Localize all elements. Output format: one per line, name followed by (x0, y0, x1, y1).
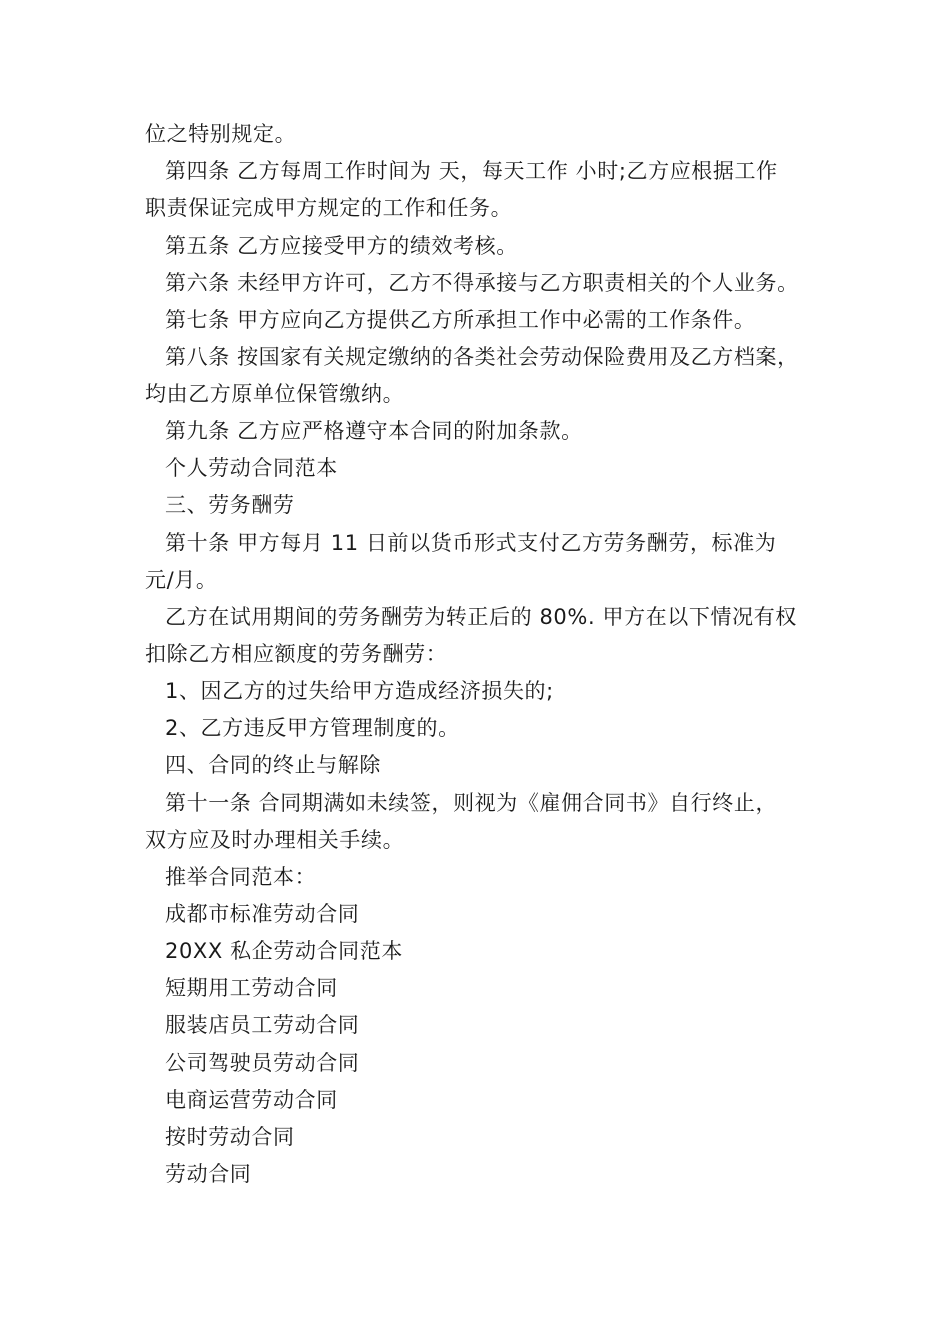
text-line: 第八条 按国家有关规定缴纳的各类社会劳动保险费用及乙方档案， (165, 345, 799, 369)
text-line: 乙方在试用期间的劳务酬劳为转正后的 80%. 甲方在以下情况有权 (165, 605, 797, 629)
recommend-link[interactable]: 按时劳动合同 (165, 1125, 295, 1149)
text-line: 元/月。 (145, 568, 218, 592)
text-line: 均由乙方原单位保管缴纳。 (145, 382, 405, 406)
recommend-link[interactable]: 20XX 私企劳动合同范本 (165, 939, 403, 963)
section-heading: 四、合同的终止与解除 (165, 753, 381, 777)
recommend-link[interactable]: 公司驾驶员劳动合同 (165, 1051, 360, 1075)
recommend-link[interactable]: 服装店员工劳动合同 (165, 1013, 360, 1037)
list-item: 1、因乙方的过失给甲方造成经济损失的; (165, 679, 554, 703)
recommend-heading: 推举合同范本： (165, 865, 317, 889)
text-line: 第七条 甲方应向乙方提供乙方所承担工作中必需的工作条件。 (165, 308, 756, 332)
text-line: 第四条 乙方每周工作时间为 天，每天工作 小时;乙方应根据工作 (165, 159, 778, 183)
text-line: 职责保证完成甲方规定的工作和任务。 (145, 196, 513, 220)
recommend-link[interactable]: 短期用工劳动合同 (165, 976, 338, 1000)
section-heading: 个人劳动合同范本 (165, 456, 338, 480)
text-line: 第九条 乙方应严格遵守本合同的附加条款。 (165, 419, 583, 443)
text-line: 第十一条 合同期满如未续签，则视为《雇佣合同书》自行终止， (165, 791, 778, 815)
list-item: 2、乙方违反甲方管理制度的。 (165, 716, 460, 740)
text-line: 第十条 甲方每月 11 日前以货币形式支付乙方劳务酬劳，标准为 (165, 531, 777, 555)
recommend-link[interactable]: 电商运营劳动合同 (165, 1088, 338, 1112)
recommend-link[interactable]: 劳动合同 (165, 1162, 252, 1186)
recommend-link[interactable]: 成都市标准劳动合同 (165, 902, 360, 926)
text-line: 第六条 未经甲方许可，乙方不得承接与乙方职责相关的个人业务。 (165, 271, 799, 295)
text-line: 扣除乙方相应额度的劳务酬劳： (145, 642, 448, 666)
text-line: 双方应及时办理相关手续。 (145, 828, 405, 852)
text-line: 位之特别规定。 (145, 122, 297, 146)
section-heading: 三、劳务酬劳 (165, 493, 295, 517)
text-line: 第五条 乙方应接受甲方的绩效考核。 (165, 234, 518, 258)
